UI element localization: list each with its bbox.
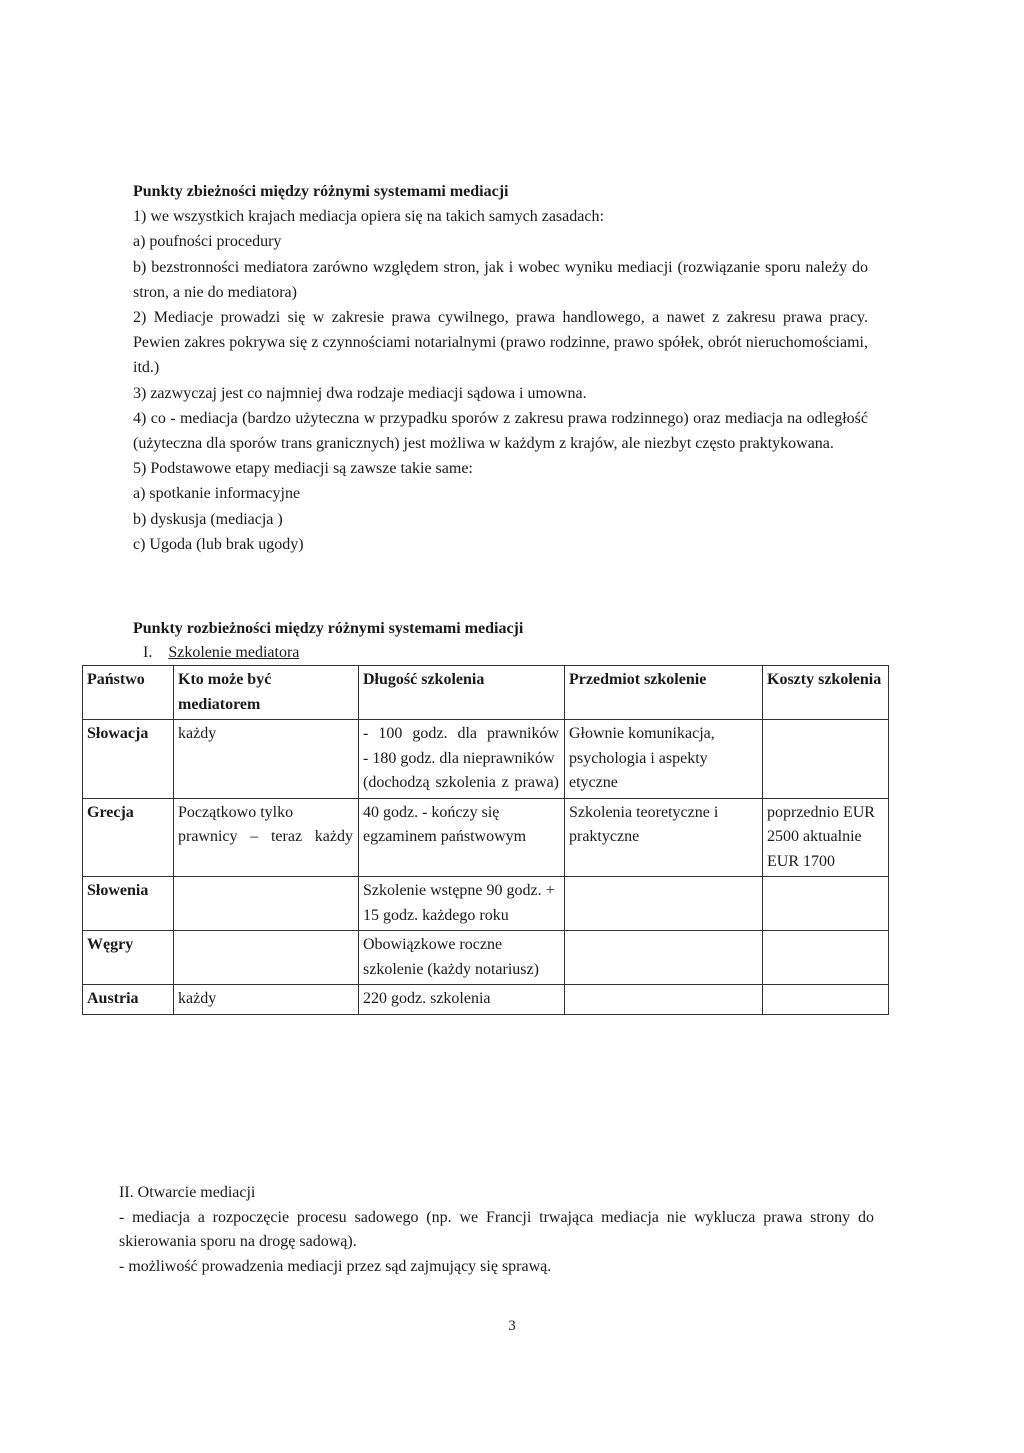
table-row [83, 720, 889, 799]
subject-cell: Szkolenia teoretyczne i praktyczne [565, 798, 763, 877]
duration-cell: Szkolenie wstępne 90 godz. + 15 godz. każdego roku [359, 877, 565, 931]
duration-cell: - 100 godz. dla prawników - 180 godz. dla nieprawników (dochodzą szkolenia z prawa) [359, 720, 565, 799]
duration-cell: 220 godz. szkolenia [359, 985, 565, 1015]
subject-cell [565, 931, 763, 985]
cost-cell [763, 877, 889, 931]
duration-cell: Obowiązkowe roczne szkolenie (każdy notariusz) [359, 931, 565, 985]
training-number: I. [143, 644, 153, 661]
point-5c: c) Ugoda (lub brak ugody) [133, 535, 304, 553]
who-cell [174, 877, 359, 931]
point-5a: a) spotkanie informacyjne [133, 485, 301, 503]
header-who: Kto może być mediatorem [174, 666, 359, 720]
cost-cell [763, 720, 889, 799]
duration-cell: 40 godz. - kończy się egzaminem państwowym [359, 798, 565, 877]
point-2: 2) Mediacje prowadzi się w zakresie prawa cywilnego, prawa handlowego, a nawet z zakresu prawa pracy. Pewien zakres pokrywa się z czynnościami notarialnymi (prawo rodzinne, prawo spółek, obrót nieruchomościami, itd.) [133, 309, 868, 377]
convergence-section [133, 179, 868, 557]
point-3: 3) zazwyczaj jest co najmniej dwa rodzaje mediacji sądowa i umowna. [133, 384, 587, 402]
table-row [83, 798, 889, 877]
point-1: 1) we wszystkich krajach mediacja opiera się na takich samych zasadach: [133, 208, 604, 226]
opening-section [119, 1181, 874, 1279]
page-number: 3 [508, 1318, 516, 1334]
subject-cell: Głownie komunikacja, psychologia i aspekty etyczne [565, 720, 763, 799]
point-4: 4) co - mediacja (bardzo użyteczna w przypadku sporów z zakresu prawa rodzinnego) oraz mediacja na odległość (użyteczna dla sporów trans granicznych) jest możliwa w każdym z krajów, ale niezbyt często praktykowana. [133, 409, 868, 453]
convergence-heading: Punkty zbieżności między różnymi systemami mediacji [133, 183, 509, 200]
cost-cell [763, 931, 889, 985]
table-row [83, 985, 889, 1015]
subject-cell [565, 985, 763, 1015]
point-5b: b) dyskusja (mediacja ) [133, 510, 283, 528]
subject-cell [565, 877, 763, 931]
cost-cell: poprzednio EUR 2500 aktualnie EUR 1700 [763, 798, 889, 877]
table-row [83, 931, 889, 985]
opening-title: II. Otwarcie mediacji [119, 1184, 256, 1201]
country-cell: Słowacja [83, 720, 174, 799]
who-cell [174, 931, 359, 985]
who-cell: każdy [174, 720, 359, 799]
who-cell: Początkowo tylko prawnicy – teraz każdy [174, 798, 359, 877]
cost-cell [763, 985, 889, 1015]
point-1b: b) bezstronności mediatora zarówno względem stron, jak i wobec wyniku mediacji (rozwiązanie sporu należy do stron, a nie do mediatora) [133, 258, 868, 301]
table-row [83, 877, 889, 931]
who-cell: każdy [174, 985, 359, 1015]
country-cell: Austria [83, 985, 174, 1015]
training-table [82, 665, 889, 1015]
header-cost: Koszty szkolenia [763, 666, 889, 720]
header-subject: Przedmiot szkolenie [565, 666, 763, 720]
divergence-section [133, 617, 523, 665]
opening-line-1: - mediacja a rozpoczęcie procesu sadowego (np. we Francji trwająca mediacja nie wyklucza prawa strony do skierowania sporu na drogę sadową). [119, 1208, 874, 1250]
country-cell: Słowenia [83, 877, 174, 931]
country-cell: Węgry [83, 931, 174, 985]
training-subheading [143, 641, 523, 665]
header-duration: Długość szkolenia [359, 666, 565, 720]
point-1a: a) poufności procedury [133, 233, 282, 251]
training-title: Szkolenie mediatora [168, 644, 300, 661]
opening-line-2: - możliwość prowadzenia mediacji przez sąd zajmujący się sprawą. [119, 1257, 552, 1275]
point-5: 5) Podstawowe etapy mediacji są zawsze takie same: [133, 460, 473, 478]
country-cell: Grecja [83, 798, 174, 877]
divergence-heading: Punkty rozbieżności między różnymi systemami mediacji [133, 620, 524, 637]
header-country: Państwo [83, 666, 174, 720]
table-header-row [83, 666, 889, 720]
